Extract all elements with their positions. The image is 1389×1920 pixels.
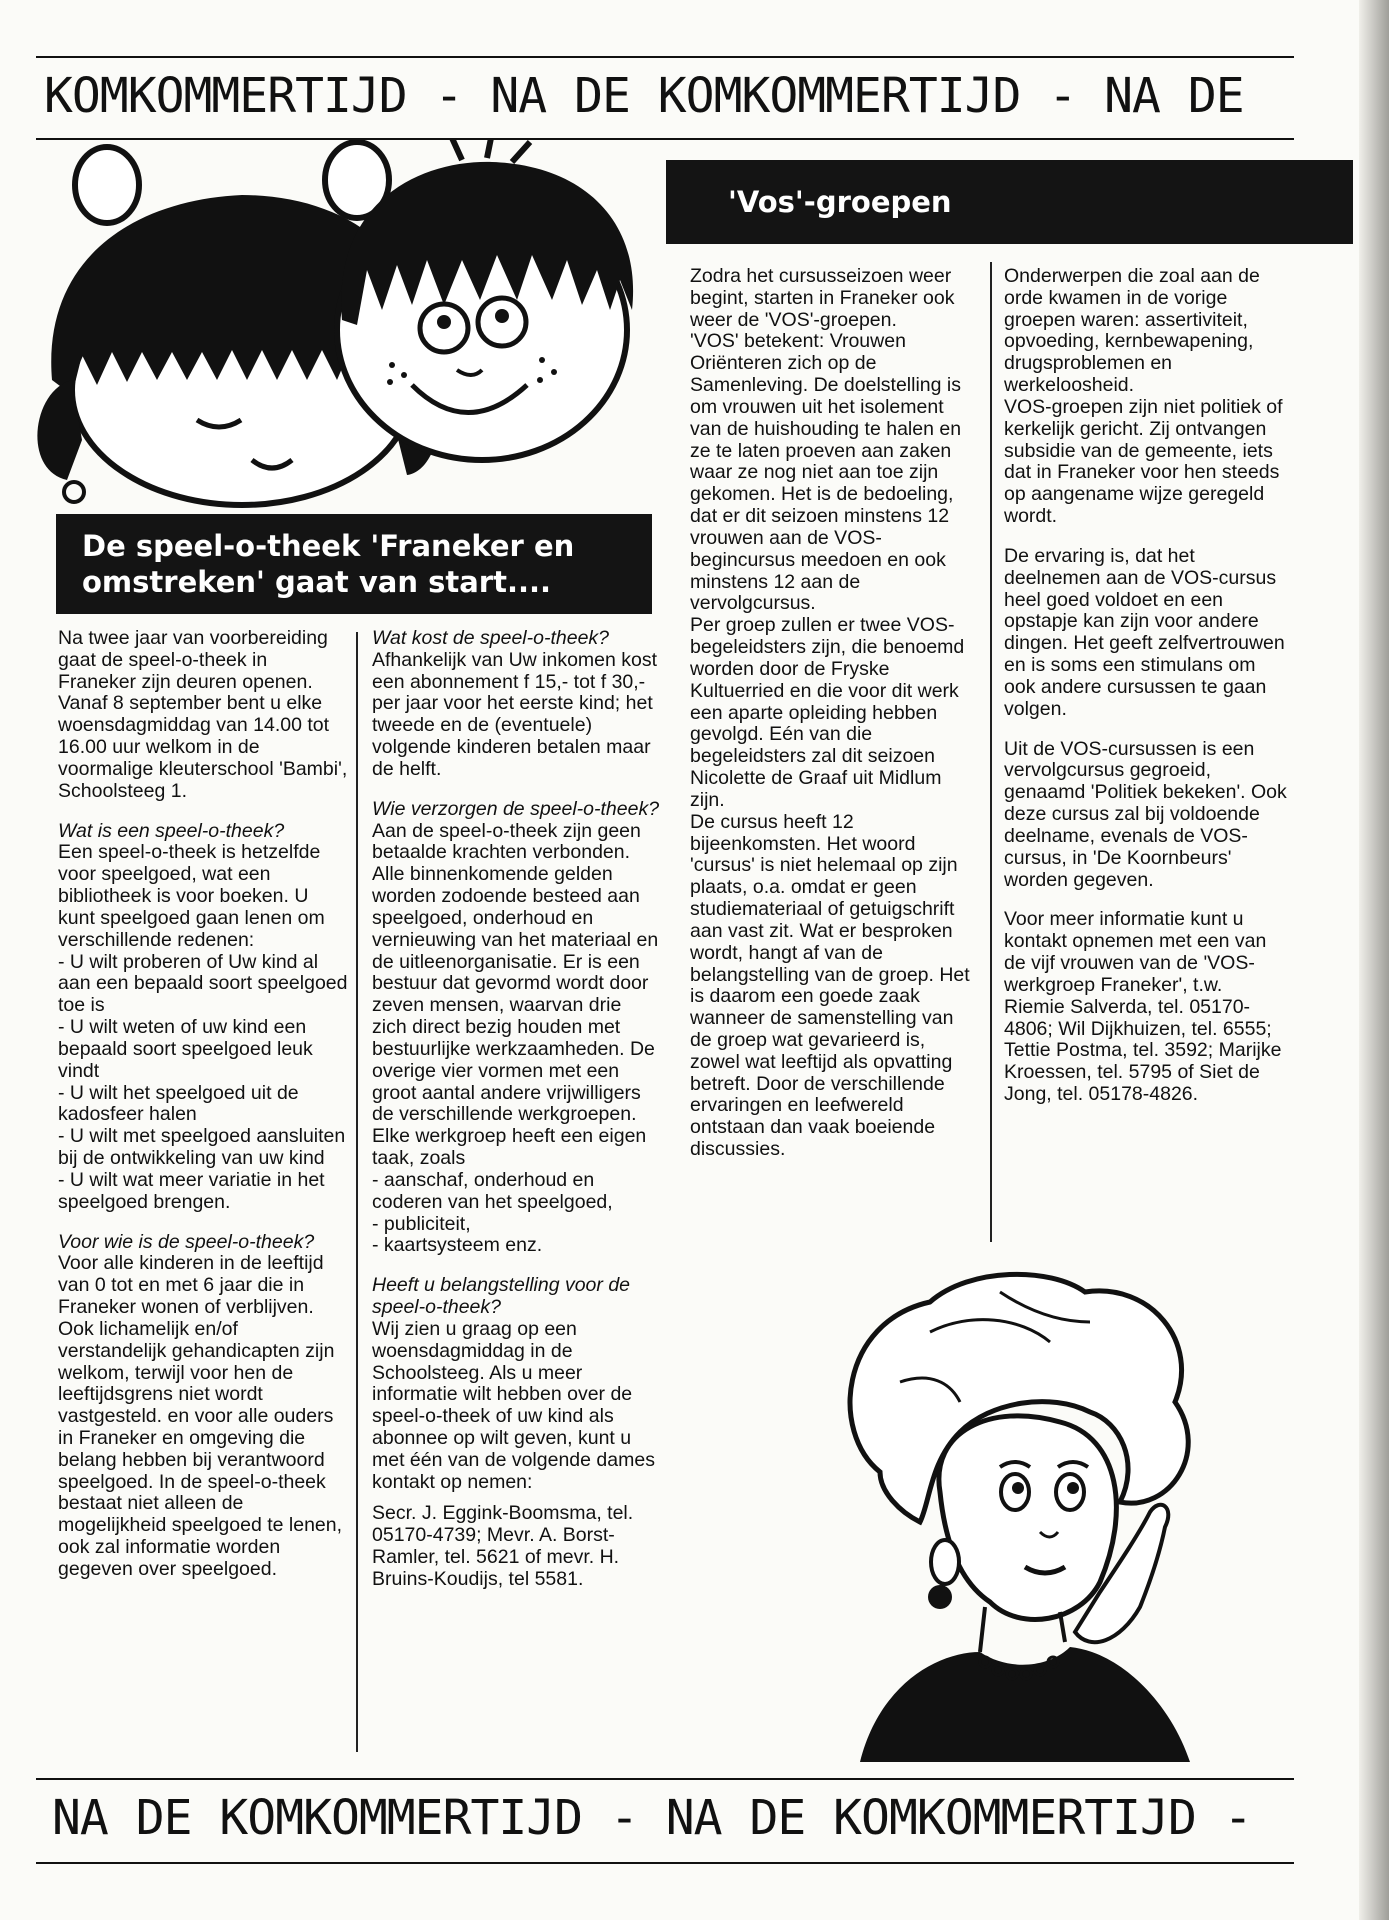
header-top-rule	[36, 56, 1294, 58]
header-banner: KOMKOMMERTIJD - NA DE KOMKOMMERTIJD - NA DE	[44, 68, 1244, 124]
answer-wat-is: Een speel-o-theek is hetzelfde voor speelgoed, wat een bibliotheek is voor boeken. U kunt speelgoed gaan lenen om verschillende redenen:	[58, 841, 325, 951]
speel-o-theek-title-line1: De speel-o-theek 'Franeker en	[82, 528, 575, 563]
speel-o-theek-column-divider	[356, 632, 358, 1752]
footer-banner: NA DE KOMKOMMERTIJD - NA DE KOMKOMMERTIJD -	[52, 1790, 1252, 1846]
speel-o-theek-title-line2: omstreken' gaat van start....	[82, 565, 552, 599]
vos-groepen-title-box	[666, 160, 1353, 244]
vos-paragraph: Voor meer informatie kunt u kontakt opnemen met een van de vijf vrouwen van de 'VOS-werkgroep Franeker', t.w. Riemie Salverda, tel. 05170-4806; Wil Dijkhuizen, tel. 6555; Tettie Postma, tel. 3592; Marijke Kroessen, tel. 5795 of Siet de Jong, tel. 05178-4826.	[1004, 908, 1282, 1105]
question-wie-verzorgen: Wie verzorgen de speel-o-theek?	[372, 797, 660, 820]
vos-paragraph: 'VOS' betekent: Vrouwen Oriënteren zich op de Samenleving. De doelstelling is om vrouwen uit het isolement van de huishouding te halen en ze te laten proeven aan zaken waar ze nog niet aan toe zijn gekomen. Het is de bedoeling, dat er dit seizoen minstens 12 vrouwen aan de VOS-begincursus meedoen en ook minstens 12 aan de vervolgcursus.	[690, 330, 962, 615]
vos-column-1	[690, 266, 974, 1179]
vos-paragraph: Zodra het cursusseizoen weer begint, starten in Franeker ook weer de 'VOS'-groepen.	[690, 265, 955, 331]
speel-o-theek-column-2	[372, 628, 660, 1609]
contact-list: Secr. J. Eggink-Boomsma, tel. 05170-4739; Mevr. A. Borst-Ramler, tel. 5621 of mevr. H. Bruins-Koudijs, tel 5581.	[372, 1502, 634, 1590]
intro-paragraph: Na twee jaar van voorbereiding gaat de speel-o-theek in Franeker zijn deuren openen. Vanaf 8 september bent u elke woensdagmiddag van 14.00 tot 16.00 uur welkom in de voormalige kleuterschool 'Bambi', Schoolsteeg 1.	[58, 627, 348, 802]
task-item: - publiciteit,	[372, 1212, 471, 1235]
page-binding-shadow	[1359, 0, 1389, 1920]
reason-item: - U wilt het speelgoed uit de kadosfeer halen	[58, 1081, 299, 1126]
speel-o-theek-column-1	[58, 628, 348, 1599]
reason-item: - U wilt wat meer variatie in het speelgoed brengen.	[58, 1168, 325, 1213]
vos-groepen-title: 'Vos'-groepen	[728, 185, 952, 219]
question-wat-is: Wat is een speel-o-theek?	[58, 819, 285, 842]
footer-bottom-rule	[36, 1862, 1294, 1864]
reason-item: - U wilt proberen of Uw kind al aan een bepaald soort speelgoed toe is	[58, 950, 348, 1017]
question-wat-kost: Wat kost de speel-o-theek?	[372, 627, 610, 649]
children-cartoon-illustration	[12, 140, 652, 510]
vos-paragraph: Uit de VOS-cursussen is een vervolgcursus gegroeid, genaamd 'Politiek bekeken'. Ook deze cursus zal bij voldoende deelname, evenals de VOS-cursus, in 'De Koornbeurs' worden gegeven.	[1004, 737, 1287, 891]
vos-paragraph: VOS-groepen zijn niet politiek of kerkelijk gericht. Zij ontvangen subsidie van de gemeente, iets dat in Franeker voor hen steeds op aangename wijze geregeld wordt.	[1004, 395, 1283, 528]
vos-paragraph: De ervaring is, dat het deelnemen aan de VOS-cursus heel goed voldoet en een opstapje kan zijn voor andere dingen. Het geeft zelfvertrouwen en is soms een stimulans om ook andere cursussen te gaan volgen.	[1004, 544, 1285, 720]
footer-top-rule	[36, 1778, 1294, 1780]
task-item: - aanschaf, onderhoud en coderen van het speelgoed,	[372, 1168, 613, 1213]
woman-cartoon-illustration	[820, 1262, 1240, 1762]
speel-o-theek-title-box	[56, 514, 652, 614]
answer-belangstelling: Wij zien u graag op een woensdagmiddag in de Schoolsteeg. Als u meer informatie wilt hebben over de speel-o-theek of uw kind als abonnee op wilt geven, kunt u met één van de volgende dames kontakt op nemen:	[372, 1317, 655, 1493]
vos-column-2	[1004, 266, 1288, 1124]
answer-wie-verzorgen: Aan de speel-o-theek zijn geen betaalde krachten verbonden. Alle binnenkomende gelden worden zodoende besteed aan speelgoed, onderhoud en vernieuwing van het materiaal en de uitleenorganisatie. Er is een bestuur dat gevormd wordt door zeven mensen, waarvan drie zich direct bezig houden met bestuurlijke werkzaamheden. De overige vier vormen met een groot aantal andere vrijwilligers de verschillende werkgroepen. Elke werkgroep heeft een eigen taak, zoals	[372, 819, 659, 1170]
answer-wat-kost: Afhankelijk van Uw inkomen kost een abonnement f 15,- tot f 30,- per jaar voor het eerste kind; het tweede en de (eventuele) volgende kinderen betalen maar de helft.	[372, 648, 658, 780]
reason-item: - U wilt weten of uw kind een bepaald soort speelgoed leuk vindt	[58, 1016, 313, 1082]
task-item: - kaartsysteem enz.	[372, 1234, 543, 1257]
reason-item: - U wilt met speelgoed aansluiten bij de ontwikkeling van uw kind	[58, 1125, 346, 1170]
question-voor-wie: Voor wie is de speel-o-theek?	[58, 1230, 315, 1253]
answer-voor-wie: Voor alle kinderen in de leeftijd van 0 tot en met 6 jaar die in Franeker wonen of verblijven. Ook lichamelijk en/of verstandelijk gehandicapten zijn welkom, terwijl voor hen de leeftijdsgrens niet wordt vastgesteld. en voor alle ouders in Franeker en omgeving die belang hebben bij verantwoord speelgoed. In de speel-o-theek bestaat niet alleen de mogelijkheid speelgoed te lenen, ook zal informatie worden gegeven over speelgoed.	[58, 1252, 343, 1580]
vos-column-divider	[990, 262, 992, 1242]
vos-paragraph: Onderwerpen die zoal aan de orde kwamen in de vorige groepen waren: assertiviteit, opvoeding, kernbewapening, drugsproblemen en werkeloosheid.	[1004, 265, 1260, 397]
vos-paragraph: De cursus heeft 12 bijeenkomsten. Het woord 'cursus' is niet helemaal op zijn plaats, o.a. omdat er geen studiemateriaal of getuigschrift aan vast zit. Wat er besproken wordt, hangt af van de belangstelling van de groep. Het is daarom een goede zaak wanneer de samenstelling van de groep wat gevarieerd is, zowel wat leeftijd als opvatting betreft. Door de verschillende ervaringen en leefwereld ontstaan dan vaak boeiende discussies.	[690, 810, 970, 1161]
vos-paragraph: Per groep zullen er twee VOS-begeleidsters zijn, die benoemd worden door de Fryske Kultuerried en die voor dit werk een aparte opleiding hebben gevolgd. Eén van die begeleidsters zal dit seizoen Nicolette de Graaf uit Midlum zijn.	[690, 614, 965, 811]
question-belangstelling: Heeft u belangstelling voor de speel-o-theek?	[372, 1274, 631, 1319]
